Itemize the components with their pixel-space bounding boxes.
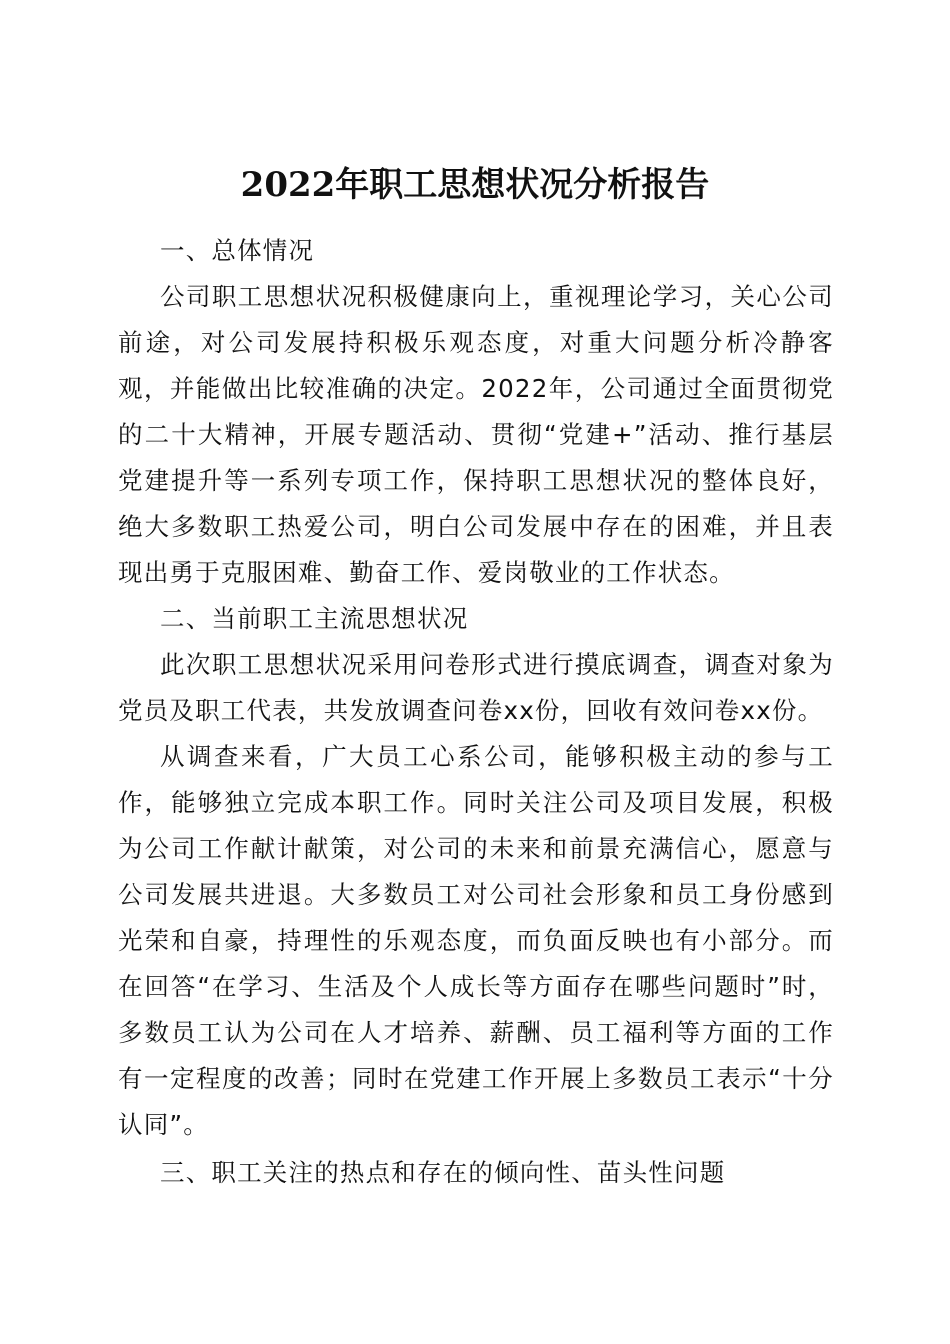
paragraph-overview: 公司职工思想状况积极健康向上，重视理论学习，关心公司前途，对公司发展持积极乐观态度，对重大问题分析冷静客观，并能做出比较准确的决定。2022年，公司通过全面贯彻党的二十大精神，开展专题活动、贯彻“党建+”活动、推行基层党建提升等一系列专项工作，保持职工思想状况的整体良好，绝大多数职工热爱公司，明白公司发展中存在的困难，并且表现出勇于克服困难、勤奋工作、爱岗敬业的工作状态。 [118, 282, 834, 587]
section-heading-mainstream-thinking: 二、当前职工主流思想状况 [160, 604, 469, 633]
section-heading-hot-issues: 三、职工关注的热点和存在的倾向性、苗头性问题 [160, 1158, 726, 1187]
paragraph-survey-method: 此次职工思想状况采用问卷形式进行摸底调查，调查对象为党员及职工代表，共发放调查问卷xx份，回收有效问卷xx份。 [118, 650, 834, 725]
document-title: 2022年职工思想状况分析报告 [240, 164, 710, 205]
section-heading-overview: 一、总体情况 [160, 236, 315, 265]
document-body [118, 228, 834, 1196]
paragraph-survey-findings: 从调查来看，广大员工心系公司，能够积极主动的参与工作，能够独立完成本职工作。同时关注公司及项目发展，积极为公司工作献计献策，对公司的未来和前景充满信心，愿意与公司发展共进退。大多数员工对公司社会形象和员工身份感到光荣和自豪，持理性的乐观态度，而负面反映也有小部分。而在回答“在学习、生活及个人成长等方面存在哪些问题时”时，多数员工认为公司在人才培养、薪酬、员工福利等方面的工作有一定程度的改善；同时在党建工作开展上多数员工表示“十分认同”。 [118, 742, 834, 1139]
